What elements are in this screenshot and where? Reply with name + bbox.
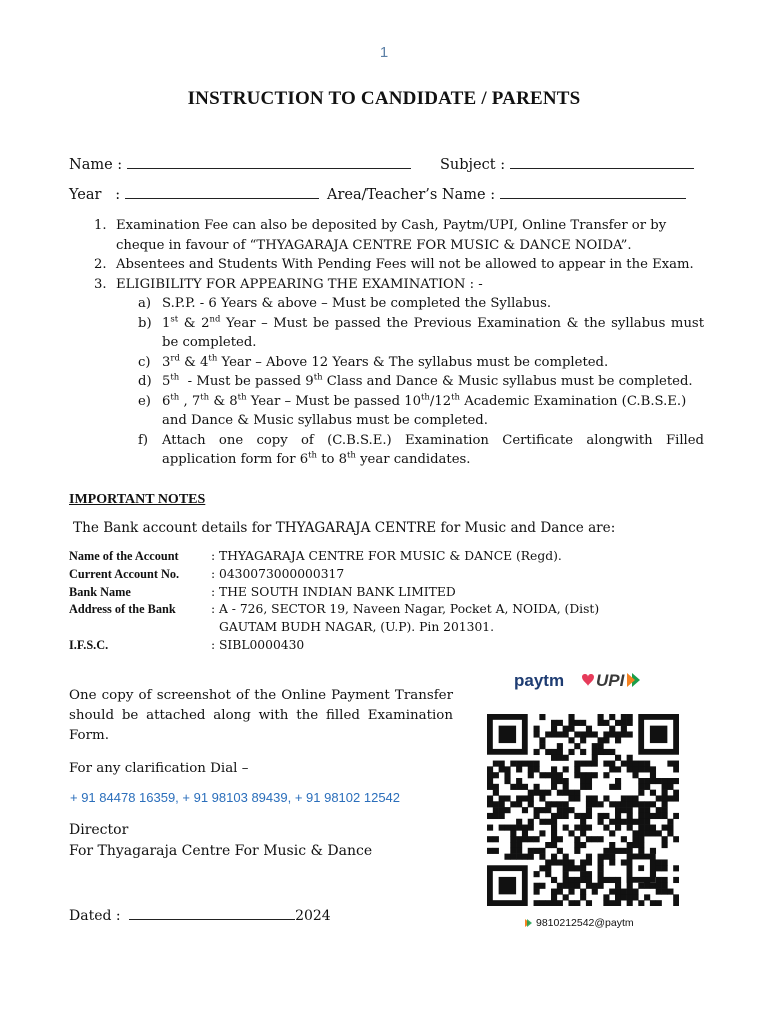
upi-arrow-icon (627, 673, 640, 687)
name-field-row (69, 154, 411, 173)
bank-row-bank-name: Bank Name : THE SOUTH INDIAN BANK LIMITED (69, 584, 456, 599)
name-blank (127, 154, 411, 169)
paytm-upi-logo (514, 668, 654, 692)
dated-row (69, 905, 331, 924)
instruction-text: Absentees and Students With Pending Fees will not be allowed to appear in the Exam. (116, 257, 694, 272)
upi-logo: UPI (596, 671, 625, 690)
phone-numbers[interactable]: + 91 84478 16359, + 91 98103 89439, + 91 98102 12542 (70, 790, 401, 805)
name-label: Name : (69, 157, 123, 173)
subject-label: Subject : (440, 157, 506, 173)
area-label: Area/Teacher’s Name : (327, 187, 496, 203)
instruction-list (94, 216, 704, 470)
year-field-row (69, 184, 319, 203)
bank-row-account-name: Name of the Account : THYAGARAJA CENTRE FOR MUSIC & DANCE (Regd). (69, 549, 562, 563)
important-notes-heading: IMPORTANT NOTES (69, 492, 206, 507)
eligibility-item-c: c) 3rd & 4th Year – Above 12 Years & The syllabus must be completed. (138, 353, 609, 370)
instruction-item: 3. ELIGIBILITY FOR APPEARING THE EXAMINATION : - (94, 275, 704, 295)
page-number: 1 (379, 44, 389, 61)
eligibility-item-a: a) S.P.P. - 6 Years & above – Must be completed the Syllabus. (138, 296, 552, 311)
upi-id: 9810212542@paytm (536, 917, 634, 929)
eligibility-item-f: f) Attach one copy of (C.B.S.E.) Examination Certificate alongwith Filled application form for 6th to 8th year candidates. (138, 432, 704, 467)
bank-details (69, 548, 659, 655)
year-label: Year : (69, 187, 121, 203)
screenshot-note: One copy of screenshot of the Online Payment Transfer should be attached along with the filled Examination Form. (69, 688, 453, 743)
subject-field-row (440, 154, 694, 173)
director-signature (69, 820, 372, 862)
eligibility-list (138, 294, 704, 470)
qr-code (487, 714, 679, 906)
eligibility-item-e: e) 6th , 7th & 8th Year – Must be passed 10th/12th Academic Examination (C.B.S.E.) and Dance & Music syllabus must be completed. (138, 392, 687, 428)
eligibility-item-b: b) 1st & 2nd Year – Must be passed the Previous Examination & the syllabus must be completed. (138, 314, 705, 350)
year-blank (125, 184, 319, 199)
upi-small-icon (523, 918, 533, 928)
subject-blank (510, 154, 694, 169)
dated-blank (129, 905, 295, 920)
upi-id-row (523, 917, 634, 929)
page-title: INSTRUCTION TO CANDIDATE / PARENTS (187, 88, 581, 109)
area-field-row (327, 184, 686, 203)
director-title: Director (69, 822, 129, 838)
area-blank (500, 184, 686, 199)
bank-row-ifsc: I.F.S.C. : SIBL0000430 (69, 637, 305, 652)
paytm-logo: paytm (514, 671, 565, 690)
clarification-text: For any clarification Dial – (69, 761, 249, 776)
instruction-text: Examination Fee can also be deposited by Cash, Paytm/UPI, Online Transfer or by cheque in favour of “THYAGARAJA CENTRE FOR MUSIC & DANCE NOIDA”. (116, 218, 667, 253)
eligibility-item-d: d) 5th - Must be passed 9th Class and Dance & Music syllabus must be completed. (138, 372, 693, 389)
bank-row-address: Address of the Bank : A - 726, SECTOR 19, Naveen Nagar, Pocket A, NOIDA, (Dist) GAUTAM BUDH NAGAR, (U.P). Pin 201301. (69, 602, 600, 635)
director-org: For Thyagaraja Centre For Music & Dance (69, 843, 373, 859)
dated-label: Dated : (69, 908, 121, 924)
instruction-item: 2. Absentees and Students With Pending Fees will not be allowed to appear in the Exam. (94, 255, 704, 275)
heart-icon (582, 674, 594, 686)
dated-year: 2024 (295, 908, 331, 924)
instruction-item: 1. Examination Fee can also be deposited by Cash, Paytm/UPI, Online Transfer or by cheque in favour of “THYAGARAJA CENTRE FOR MUSIC & DANCE NOIDA”. (94, 216, 704, 255)
bank-intro: The Bank account details for THYAGARAJA CENTRE for Music and Dance are: (73, 520, 616, 536)
bank-row-account-number: Current Account No. : 0430073000000317 (69, 566, 345, 581)
instruction-text: ELIGIBILITY FOR APPEARING THE EXAMINATION : - (116, 276, 483, 292)
